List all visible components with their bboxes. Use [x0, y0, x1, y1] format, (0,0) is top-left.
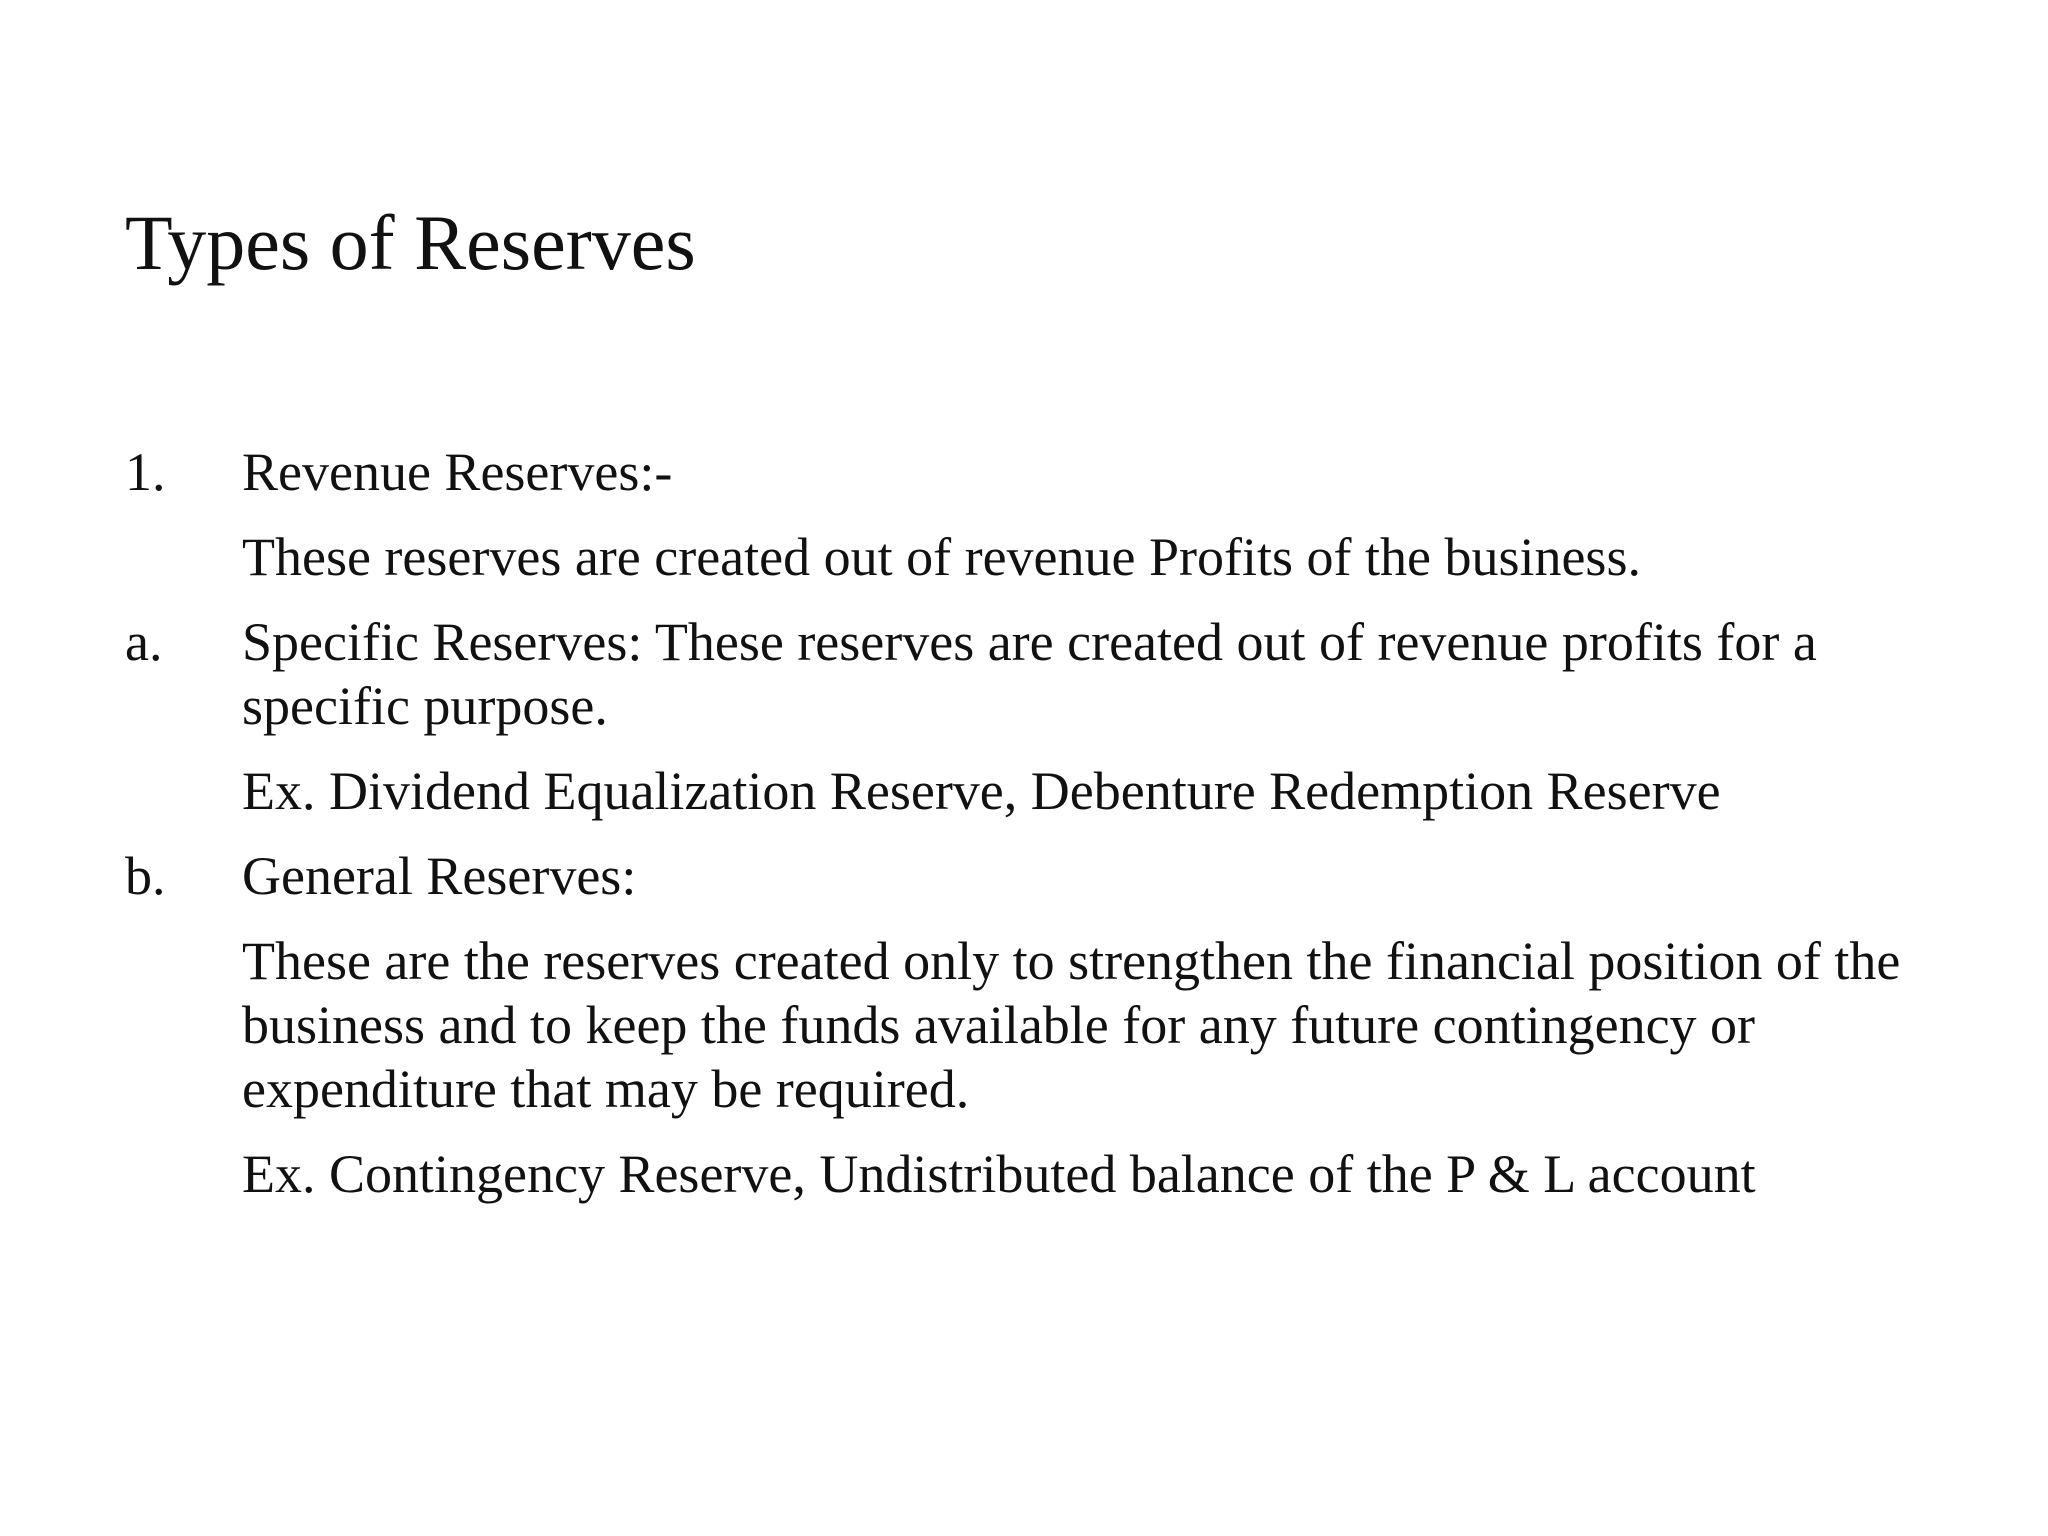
slide-title: Types of Reserves [125, 199, 696, 286]
list-item-specific-example [125, 759, 1955, 823]
list-item-general-example [125, 1142, 1955, 1206]
list-item-text: Specific Reserves: These reserves are created out of revenue profits for a specific purpose. [242, 612, 1817, 736]
list-item-revenue-reserves [125, 440, 1955, 504]
list-marker: b. [125, 846, 166, 906]
list-item-general-reserves [125, 844, 1955, 908]
list-item-text: Ex. Dividend Equalization Reserve, Debenture Redemption Reserve [242, 761, 1721, 821]
list-marker: a. [125, 612, 163, 672]
list-item-text: General Reserves: [242, 846, 637, 906]
list-item-specific-reserves [125, 610, 1955, 738]
list-item-revenue-description [125, 525, 1955, 589]
list-item-general-description [125, 929, 1955, 1121]
list-item-text: These are the reserves created only to strengthen the financial position of the business and to keep the funds available for any future contingency or expenditure that may be required. [242, 931, 1901, 1119]
list-marker: 1. [125, 442, 166, 502]
list-item-text: Revenue Reserves:- [242, 442, 673, 502]
slide-body [125, 440, 1955, 1227]
list-item-text: Ex. Contingency Reserve, Undistributed balance of the P & L account [242, 1144, 1756, 1204]
list-item-text: These reserves are created out of revenue Profits of the business. [242, 527, 1641, 587]
